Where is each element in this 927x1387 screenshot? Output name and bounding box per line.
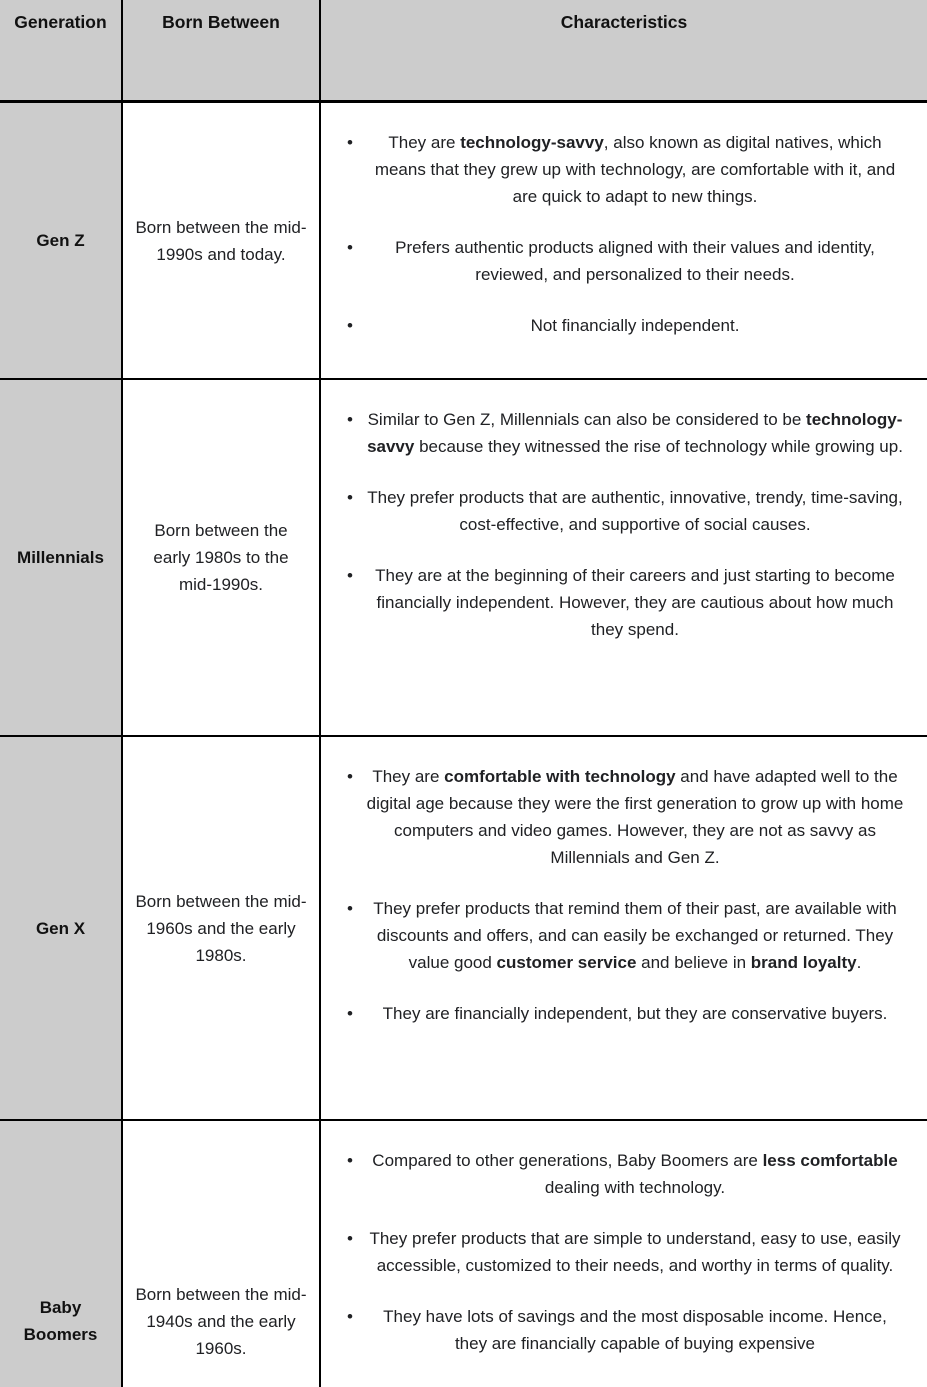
bullet-text: They have lots of savings and the most disposable income. Hence, they are financially capable of buying expensive	[383, 1307, 887, 1353]
bullet-item	[335, 763, 905, 871]
characteristics-cell	[321, 103, 927, 380]
generation-cell: Gen Z	[0, 103, 123, 380]
bullet-text: They prefer products that are authentic, innovative, trendy, time-saving, cost-effective, and supportive of social causes.	[367, 488, 903, 534]
bullet-marker: •	[347, 1151, 353, 1170]
born-between-cell	[123, 1121, 321, 1387]
bullet-item	[335, 1000, 905, 1027]
header-generation: Generation	[0, 0, 123, 103]
bullet-item	[335, 406, 905, 460]
bullet-text: They are comfortable with technology and have adapted well to the digital age because they were the first generation to grow up with home computers and video games. However, they are not as savvy as Millennials and Gen Z.	[366, 767, 904, 867]
bullet-item	[335, 895, 905, 976]
bullet-text: They are technology-savvy, also known as digital natives, which means that they grew up with technology, are comfortable with it, and are quick to adapt to new things.	[374, 133, 896, 206]
born-between-cell	[123, 380, 321, 737]
born-between-text: Born between the mid-1940s and the early 1960s.	[135, 1284, 307, 1358]
bullet-marker: •	[347, 1004, 353, 1023]
bullet-text: Prefers authentic products aligned with their values and identity, reviewed, and personalized to their needs.	[395, 238, 875, 284]
bullet-text: They are financially independent, but they are conservative buyers.	[382, 1004, 888, 1023]
born-between-text: Born between the early 1980s to the mid-1990s.	[153, 521, 289, 594]
bullet-marker: •	[347, 488, 353, 507]
bullet-marker: •	[347, 410, 353, 429]
generation-cell: Baby Boomers	[0, 1121, 123, 1387]
characteristics-cell	[321, 737, 927, 1121]
bullet-text: They prefer products that remind them of their past, are available with discounts and offers, and can easily be exchanged or returned. They value good customer service and believe in brand loyalty.	[373, 899, 897, 972]
bullet-text: Compared to other generations, Baby Boomers are less comfortable dealing with technology.	[372, 1151, 898, 1197]
born-between-cell	[123, 103, 321, 380]
characteristics-cell	[321, 380, 927, 737]
bullet-item	[335, 312, 905, 339]
bullet-item	[335, 562, 905, 643]
header-characteristics: Characteristics	[321, 0, 927, 103]
bullet-item	[335, 484, 905, 538]
bullet-item	[335, 129, 905, 210]
bullet-marker: •	[347, 899, 353, 918]
bullet-marker: •	[347, 238, 353, 257]
bullet-text: They prefer products that are simple to understand, easy to use, easily accessible, customized to their needs, and worthy in terms of quality.	[369, 1229, 901, 1275]
header-born-between: Born Between	[123, 0, 321, 103]
bullet-text: Not financially independent.	[530, 316, 740, 335]
born-between-text: Born between the mid-1990s and today.	[135, 217, 307, 264]
bullet-text: Similar to Gen Z, Millennials can also be considered to be technology-savvy because they witnessed the rise of technology while growing up.	[367, 410, 903, 456]
generation-cell: Gen X	[0, 737, 123, 1121]
characteristics-cell	[321, 1121, 927, 1387]
bullet-marker: •	[347, 1307, 353, 1326]
born-between-text: Born between the mid-1960s and the early 1980s.	[135, 891, 307, 965]
bullet-marker: •	[347, 316, 353, 335]
generation-cell: Millennials	[0, 380, 123, 737]
bullet-item	[335, 1303, 905, 1357]
bullet-item	[335, 1147, 905, 1201]
born-between-cell	[123, 737, 321, 1121]
bullet-item	[335, 234, 905, 288]
bullet-text: They are at the beginning of their careers and just starting to become financially independent. However, they are cautious about how much they spend.	[375, 566, 895, 639]
bullet-marker: •	[347, 767, 353, 786]
bullet-marker: •	[347, 1229, 353, 1248]
bullet-item	[335, 1225, 905, 1279]
bullet-marker: •	[347, 133, 353, 152]
bullet-marker: •	[347, 566, 353, 585]
